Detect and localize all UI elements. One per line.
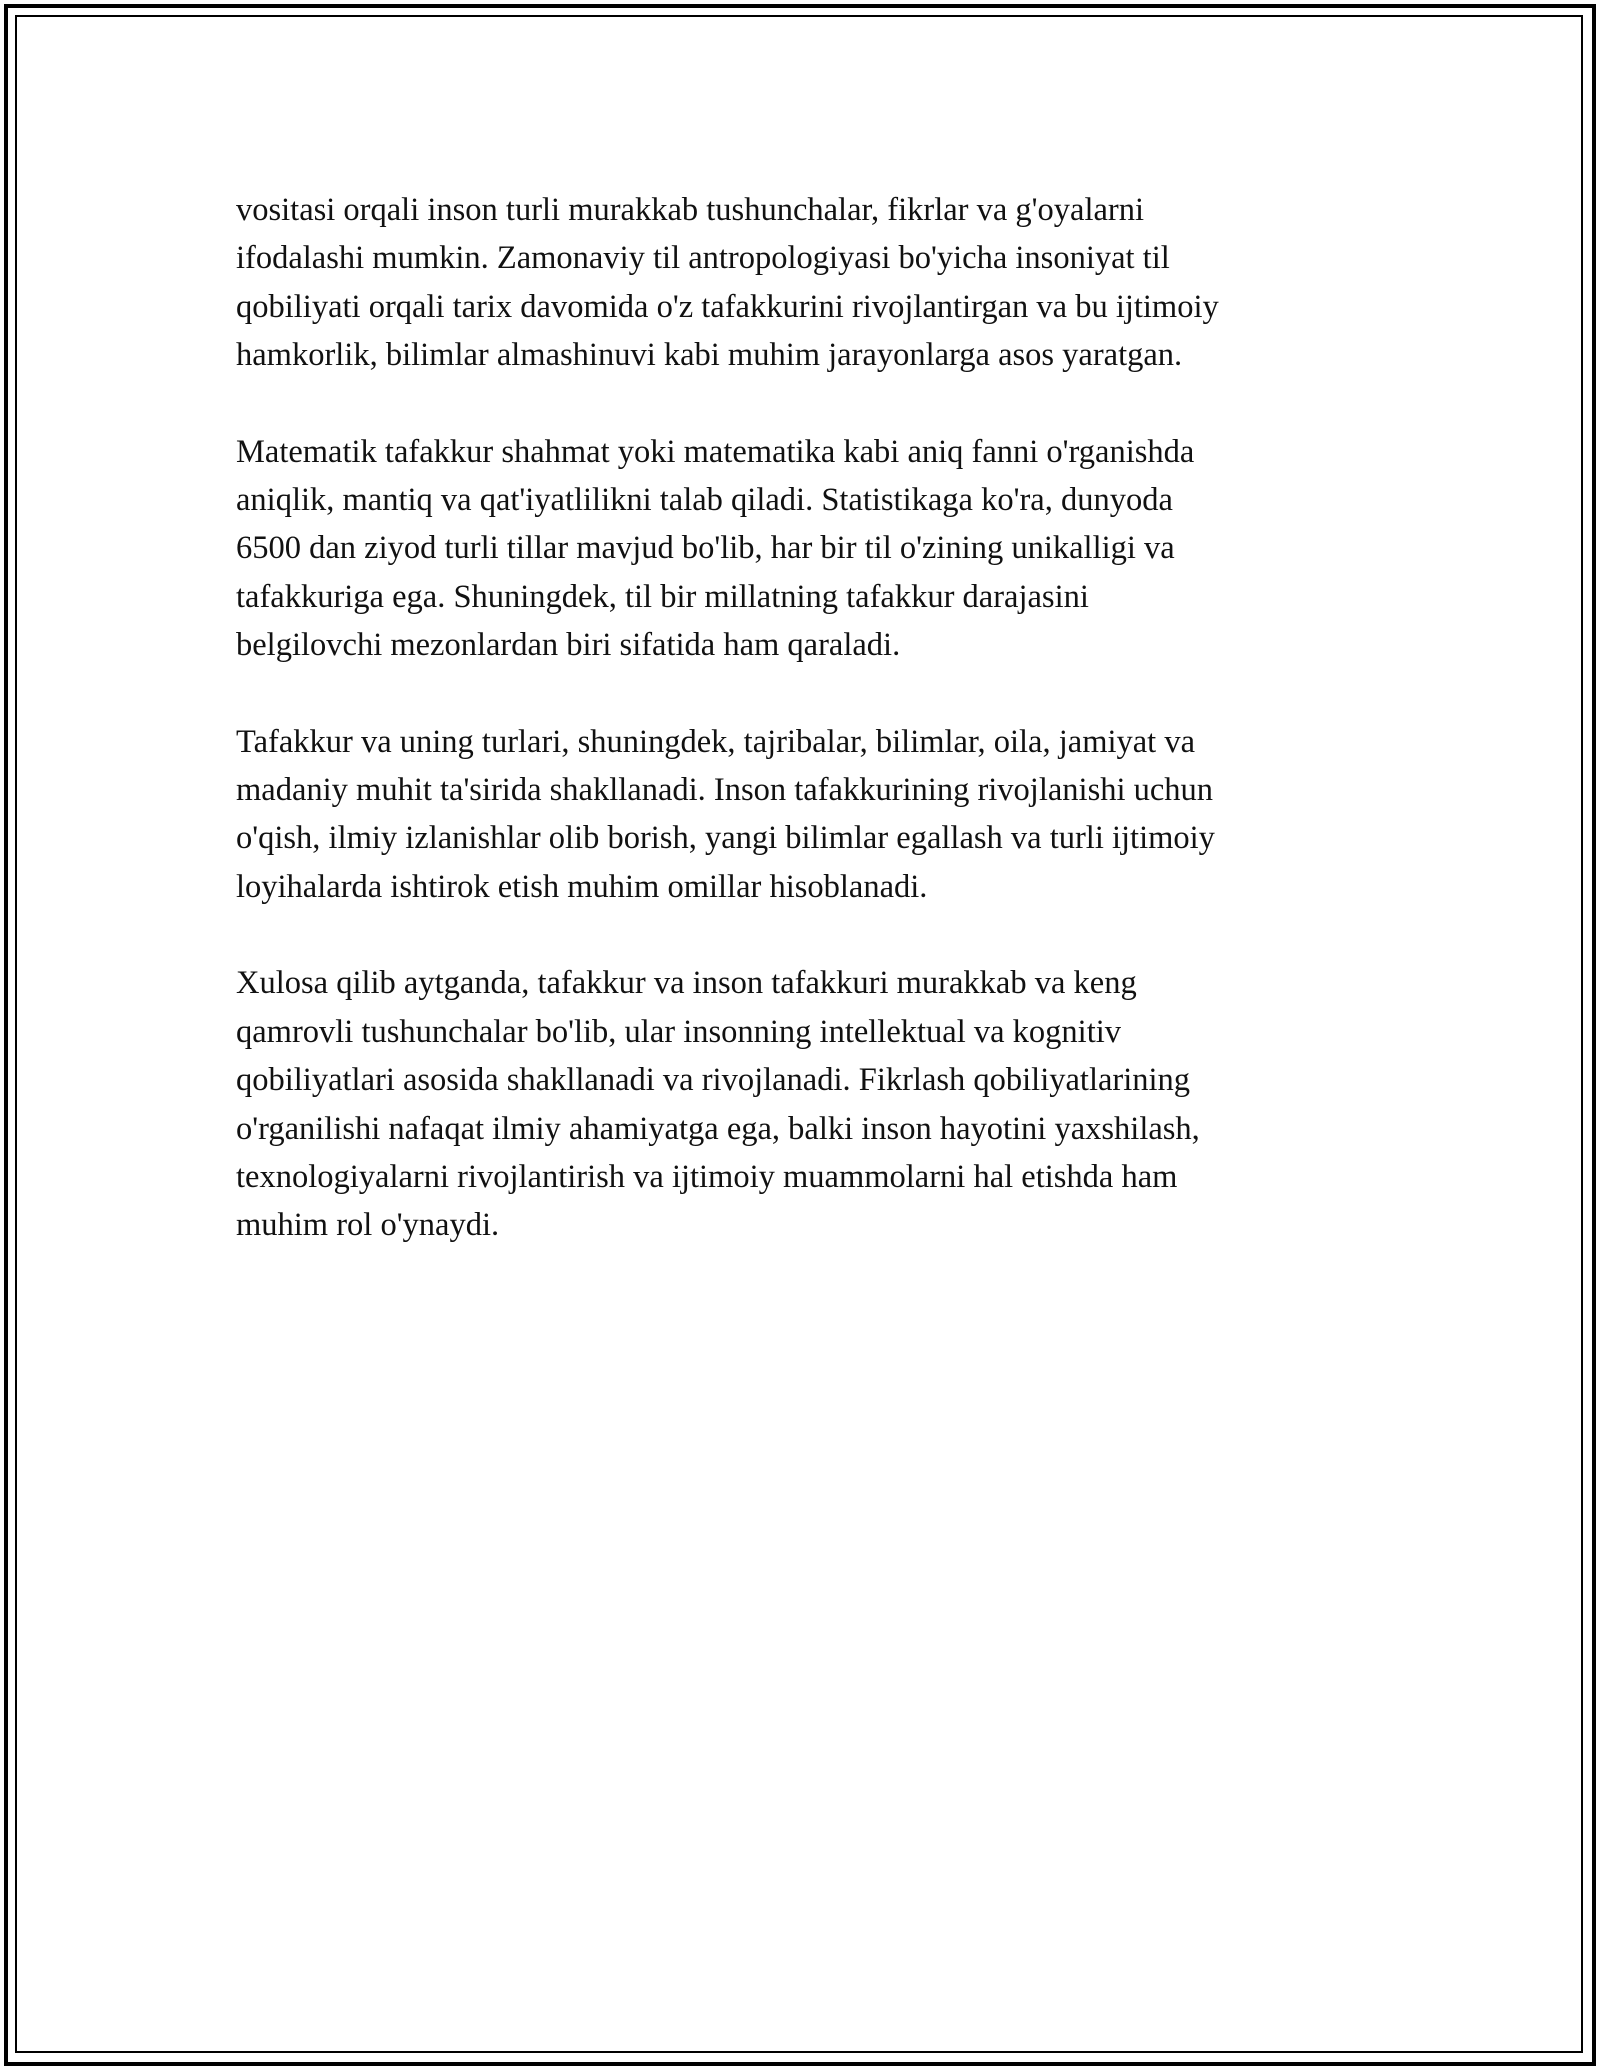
document-body bbox=[236, 186, 1366, 1298]
paragraph-4: Xulosa qilib aytganda, tafakkur va inson tafakkuri murakkab va keng qamrovli tushunchalar bo'lib, ular insonning intellektual va kognitiv qobiliyatlari asosida shakllanadi va rivojlanadi. Fikrlash qobiliyatlarining o'rganilishi nafaqat ilmiy ahamiyatga ega, balki inson hayotini yaxshilash, texnologiyalarni rivojlantirish va ijtimoiy muammolarni hal etishda ham muhim rol o'ynaydi. bbox=[236, 965, 1200, 1244]
paragraph-2: Matematik tafakkur shahmat yoki matematika kabi aniq fanni o'rganishda aniqlik, mantiq va qat'iyatlilikni talab qiladi. Statistikaga ko'ra, dunyoda 6500 dan ziyod turli tillar mavjud bo'lib, har bir til o'zining unikalligi va tafakkuriga ega. Shuningdek, til bir millatning tafakkur darajasini belgilovchi mezonlardan biri sifatida ham qaraladi. bbox=[236, 433, 1195, 664]
paragraph-1: vositasi orqali inson turli murakkab tushunchalar, fikrlar va g'oyalarni ifodalashi mumkin. Zamonaviy til antropologiyasi bo'yicha insoniyat til qobiliyati orqali tarix davomida o'z tafakkurini rivojlantirgan va bu ijtimoiy hamkorlik, bilimlar almashinuvi kabi muhim jarayonlarga asos yaratgan. bbox=[236, 192, 1219, 374]
paragraph-3: Tafakkur va uning turlari, shuningdek, tajribalar, bilimlar, oila, jamiyat va madaniy muhit ta'sirida shakllanadi. Inson tafakkurining rivojlanishi uchun o'qish, ilmiy izlanishlar olib borish, yangi bilimlar egallash va turli ijtimoiy loyihalarda ishtirok etish muhim omillar hisoblanadi. bbox=[236, 723, 1215, 905]
